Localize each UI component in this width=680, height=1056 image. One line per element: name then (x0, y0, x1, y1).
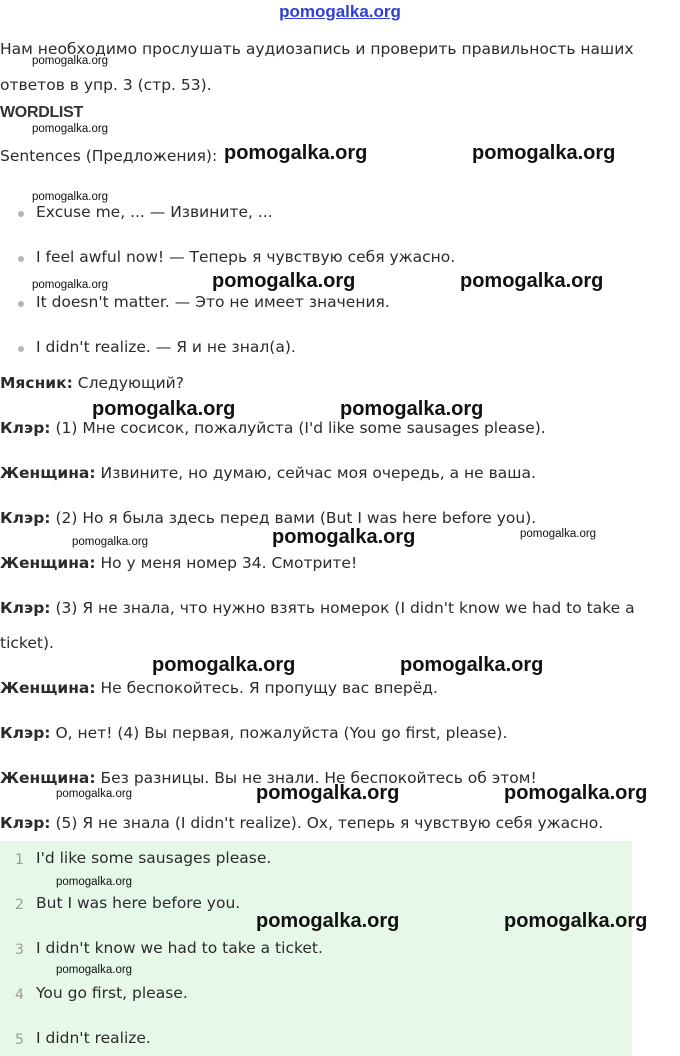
watermark: pomogalka.org (256, 782, 400, 804)
speaker-name: Женщина: (0, 464, 96, 482)
bullet-icon (18, 256, 24, 262)
dialogue-text: ticket). (0, 634, 54, 652)
dialogue-line (0, 724, 507, 742)
wordlist-item: I didn't realize. — Я и не знал(а). (36, 338, 296, 356)
dialogue-line (0, 679, 438, 697)
dialogue-text: (2) Но я была здесь перед вами (But I was here before you). (50, 509, 537, 527)
answer-text: But I was here before you. (36, 894, 241, 912)
watermark: pomogalka.org (32, 123, 109, 135)
answer-number: 3 (15, 942, 24, 958)
speaker-name: Клэр: (0, 814, 51, 832)
watermark: pomogalka.org (520, 528, 597, 540)
dialogue-text: Извините, но думаю, сейчас моя очередь, а не ваша. (95, 464, 536, 482)
dialogue-text: Без разницы. Вы не знали. Не беспокойтесь об этом! (95, 769, 537, 787)
speaker-name: Женщина: (0, 554, 96, 572)
watermark: pomogalka.org (256, 910, 400, 932)
watermark: pomogalka.org (224, 142, 368, 164)
dialogue-line (0, 634, 54, 652)
speaker-name: Мясник: (0, 374, 73, 392)
watermark: pomogalka.org (92, 398, 236, 420)
watermark: pomogalka.org (460, 270, 604, 292)
watermark: pomogalka.org (400, 654, 544, 676)
speaker-name: Клэр: (0, 419, 51, 437)
answer-number: 2 (15, 897, 24, 913)
dialogue-text: Не беспокойтесь. Я пропущу вас вперёд. (95, 679, 438, 697)
wordlist-item: It doesn't matter. — Это не имеет значения. (36, 293, 390, 311)
dialogue-line (0, 374, 184, 392)
dialogue-line (0, 509, 536, 527)
watermark: pomogalka.org (340, 398, 484, 420)
bullet-icon (18, 346, 24, 352)
wordlist-item: Excuse me, ... — Извините, ... (36, 203, 273, 221)
watermark: pomogalka.org (56, 964, 133, 976)
dialogue-line (0, 599, 635, 617)
watermark: pomogalka.org (272, 526, 416, 548)
watermark: pomogalka.org (32, 55, 109, 67)
wordlist-item: I feel awful now! — Теперь я чувствую себя ужасно. (36, 248, 456, 266)
dialogue-text: О, нет! (4) Вы первая, пожалуйста (You go first, please). (50, 724, 508, 742)
dialogue-text: (5) Я не знала (I didn't realize). Ох, теперь я чувствую себя ужасно. (50, 814, 604, 832)
site-header-link[interactable]: pomogalka.org (279, 2, 401, 21)
speaker-name: Клэр: (0, 509, 51, 527)
answer-number: 5 (15, 1032, 24, 1048)
watermark: pomogalka.org (212, 270, 356, 292)
wordlist-subtitle: Sentences (Предложения): (0, 147, 218, 165)
watermark: pomogalka.org (472, 142, 616, 164)
watermark: pomogalka.org (32, 279, 109, 291)
dialogue-line (0, 554, 357, 572)
watermark: pomogalka.org (504, 782, 648, 804)
dialogue-text: (3) Я не знала, что нужно взять номерок (I didn't know we had to take a (50, 599, 635, 617)
speaker-name: Клэр: (0, 724, 51, 742)
watermark: pomogalka.org (504, 910, 648, 932)
watermark: pomogalka.org (72, 536, 149, 548)
bullet-icon (18, 301, 24, 307)
dialogue-text: Но у меня номер 34. Смотрите! (95, 554, 358, 572)
intro-text: Нам необходимо прослушать аудиозапись и проверить правильность наших ответов в упр. 3 (стр. 53). (0, 40, 634, 94)
dialogue-line (0, 464, 536, 482)
answer-text: I didn't realize. (36, 1029, 151, 1047)
answer-number: 1 (15, 852, 24, 868)
wordlist-heading: WORDLIST (0, 104, 83, 121)
answer-text: You go first, please. (36, 984, 188, 1002)
watermark: pomogalka.org (152, 654, 296, 676)
dialogue-line (0, 814, 603, 832)
speaker-name: Женщина: (0, 679, 96, 697)
watermark: pomogalka.org (56, 876, 133, 888)
watermark: pomogalka.org (32, 191, 109, 203)
bullet-icon (18, 211, 24, 217)
speaker-name: Женщина: (0, 769, 96, 787)
speaker-name: Клэр: (0, 599, 51, 617)
answer-text: I'd like some sausages please. (36, 849, 272, 867)
dialogue-line (0, 419, 546, 437)
watermark: pomogalka.org (56, 788, 133, 800)
answer-number: 4 (15, 987, 24, 1003)
answer-text: I didn't know we had to take a ticket. (36, 939, 323, 957)
dialogue-text: Следующий? (72, 374, 184, 392)
dialogue-text: (1) Мне сосисок, пожалуйста (I'd like some sausages please). (50, 419, 546, 437)
